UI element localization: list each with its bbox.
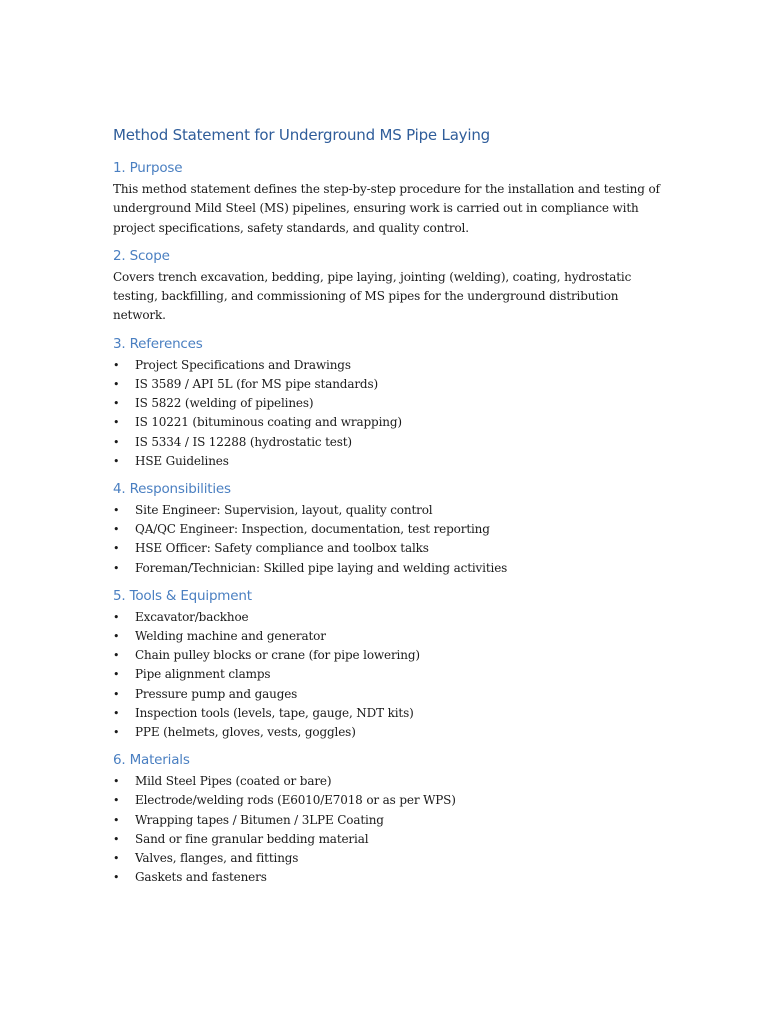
list-item-text: Welding machine and generator [135, 629, 326, 644]
bullet-icon: • [113, 794, 120, 808]
bullet-icon: • [113, 687, 120, 701]
list-item-text: Sand or fine granular bedding material [135, 831, 369, 846]
list-item [113, 413, 673, 432]
list-item [113, 375, 673, 394]
list-item [113, 627, 673, 646]
bullet-icon: • [113, 416, 120, 430]
list-item-text: Mild Steel Pipes (coated or bare) [135, 774, 332, 789]
list-item-text: Project Specifications and Drawings [135, 357, 351, 372]
bullet-icon: • [113, 649, 120, 663]
list-item [113, 452, 673, 471]
bullet-icon: • [113, 454, 120, 468]
section-heading: 4. Responsibilities [113, 481, 231, 497]
list-item [113, 520, 673, 539]
section-heading: 1. Purpose [113, 160, 183, 176]
list-item [113, 830, 673, 849]
bullet-icon: • [113, 630, 120, 644]
bullet-icon: • [113, 871, 120, 885]
list-item-text: HSE Officer: Safety compliance and toolbox talks [135, 541, 429, 556]
list-item-text: IS 10221 (bituminous coating and wrapping) [135, 415, 402, 430]
bullet-icon: • [113, 775, 120, 789]
section-references [113, 333, 673, 471]
list-item-text: Pressure pump and gauges [135, 686, 298, 701]
list-item [113, 685, 673, 704]
list-item-text: Valves, flanges, and fittings [135, 851, 299, 866]
section-scope [113, 245, 673, 326]
list-item-text: Electrode/welding rods (E6010/E7018 or as per WPS) [135, 793, 456, 808]
list-item [113, 539, 673, 558]
list-item [113, 811, 673, 830]
section-responsibilities [113, 478, 673, 578]
bullet-icon: • [113, 610, 120, 624]
document-title: Method Statement for Underground MS Pipe Laying [113, 126, 490, 144]
list-item-text: PPE (helmets, gloves, vests, goggles) [135, 725, 356, 740]
list-item [113, 723, 673, 742]
bullet-list [113, 356, 673, 471]
bullet-icon: • [113, 358, 120, 372]
list-item-text: Gaskets and fasteners [135, 870, 267, 885]
bullet-icon: • [113, 523, 120, 537]
list-item-text: Foreman/Technician: Skilled pipe laying and welding activities [135, 560, 508, 575]
bullet-list [113, 608, 673, 742]
list-item-text: Excavator/backhoe [135, 609, 249, 624]
section-heading: 3. References [113, 335, 203, 352]
bullet-icon: • [113, 852, 120, 866]
list-item-text: Chain pulley blocks or crane (for pipe lowering) [135, 648, 420, 663]
list-item-text: Site Engineer: Supervision, layout, quality control [135, 503, 433, 517]
list-item [113, 433, 673, 452]
list-item [113, 501, 673, 520]
list-item-text: Pipe alignment clamps [135, 667, 271, 682]
list-item-text: IS 3589 / API 5L (for MS pipe standards) [135, 376, 378, 391]
section-heading: 5. Tools & Equipment [113, 587, 252, 604]
bullet-icon: • [113, 504, 120, 517]
section-heading: 6. Materials [113, 752, 190, 769]
bullet-icon: • [113, 726, 120, 740]
list-item [113, 849, 673, 868]
section-tools-equipment [113, 585, 673, 742]
list-item [113, 665, 673, 684]
bullet-icon: • [113, 832, 120, 846]
list-item-text: Wrapping tapes / Bitumen / 3LPE Coating [135, 812, 384, 827]
bullet-icon: • [113, 542, 120, 556]
bullet-list [113, 501, 673, 578]
list-item-text: QA/QC Engineer: Inspection, documentation, test reporting [135, 522, 490, 537]
list-item [113, 704, 673, 723]
bullet-icon: • [113, 435, 120, 449]
list-item-text: IS 5822 (welding of pipelines) [135, 396, 314, 411]
list-item [113, 608, 673, 627]
bullet-icon: • [113, 813, 120, 827]
section-materials [113, 749, 673, 887]
bullet-icon: • [113, 397, 120, 411]
bullet-icon: • [113, 668, 120, 682]
bullet-icon: • [113, 706, 120, 720]
list-item [113, 868, 673, 887]
section-heading: 2. Scope [113, 247, 170, 264]
section-paragraph: This method statement defines the step-by-step procedure for the installation and testing of underground Mild Steel (MS) pipelines, ensuring work is carried out in compliance with project specifications, safety standards, and quality control. [113, 182, 660, 235]
list-item [113, 772, 673, 791]
list-item [113, 791, 673, 810]
list-item-text: IS 5334 / IS 12288 (hydrostatic test) [135, 434, 352, 449]
list-item-text: HSE Guidelines [135, 453, 229, 468]
section-paragraph: Covers trench excavation, bedding, pipe laying, jointing (welding), coating, hydrostatic testing, backfilling, and commissioning of MS pipes for the underground distribution network. [113, 269, 632, 323]
bullet-list [113, 772, 673, 887]
list-item [113, 559, 673, 578]
bullet-icon: • [113, 377, 120, 391]
list-item [113, 394, 673, 413]
list-item [113, 356, 673, 375]
list-item-text: Inspection tools (levels, tape, gauge, NDT kits) [135, 705, 414, 720]
document-page [113, 122, 673, 887]
list-item [113, 646, 673, 665]
bullet-icon: • [113, 561, 120, 575]
section-purpose [113, 157, 673, 238]
